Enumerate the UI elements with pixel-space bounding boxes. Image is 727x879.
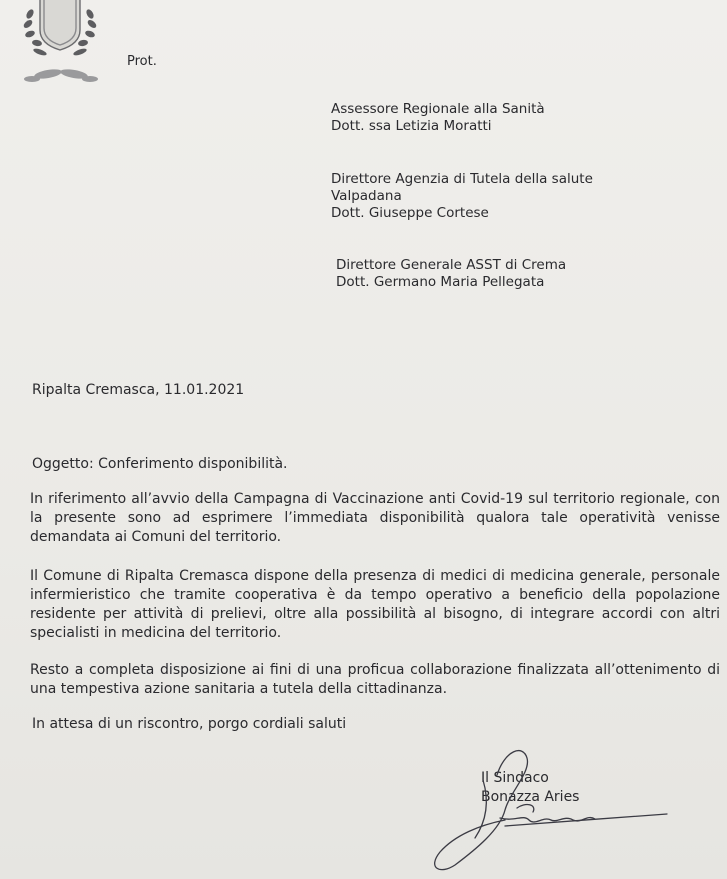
recipient-line: Valpadana (331, 188, 402, 204)
place-and-date: Ripalta Cremasca, 11.01.2021 (32, 382, 245, 398)
recipient-line: Dott. Giuseppe Cortese (331, 205, 489, 221)
municipal-crest-icon (10, 0, 110, 88)
closing-salutation: In attesa di un riscontro, porgo cordiali saluti (32, 716, 347, 732)
body-paragraph-1: In riferimento all’avvio della Campagna di Vaccinazione anti Covid-19 sul territorio regionale, con la presente sono ad esprimere l’immediata disponibilità qualora tale operatività venisse demandata ai Comuni del territorio. (30, 491, 720, 545)
recipient-block-ats-director (331, 171, 593, 222)
recipient-line: Direttore Agenzia di Tutela della salute (331, 171, 593, 187)
recipient-block-asst-director (336, 257, 566, 291)
body-paragraph-3: Resto a completa disposizione ai fini di una proficua collaborazione finalizzata all’ottenimento di una tempestiva azione sanitaria a tutela della cittadinanza. (30, 662, 720, 697)
signatory-name: Bonazza Aries (481, 789, 580, 805)
recipient-line: Dott. Germano Maria Pellegata (336, 274, 545, 290)
recipient-line: Dott. ssa Letizia Moratti (331, 118, 492, 134)
body-paragraph-2: Il Comune di Ripalta Cremasca dispone della presenza di medici di medicina generale, personale infermieristico che tramite cooperativa è da tempo operativo a beneficio della popolazione residente per attività di prelievi, oltre alla possibilità al bisogno, di integrare accordi con altri specialisti in medicina del territorio. (30, 568, 720, 641)
recipient-line: Assessore Regionale alla Sanità (331, 101, 545, 117)
letter-subject: Oggetto: Conferimento disponibilità. (32, 456, 288, 472)
handwritten-signature-icon (405, 740, 675, 875)
recipient-block-health-councillor (331, 101, 545, 135)
protocol-label: Prot. (127, 54, 157, 69)
recipient-line: Direttore Generale ASST di Crema (336, 257, 567, 273)
signatory-title: Il Sindaco (481, 770, 549, 786)
